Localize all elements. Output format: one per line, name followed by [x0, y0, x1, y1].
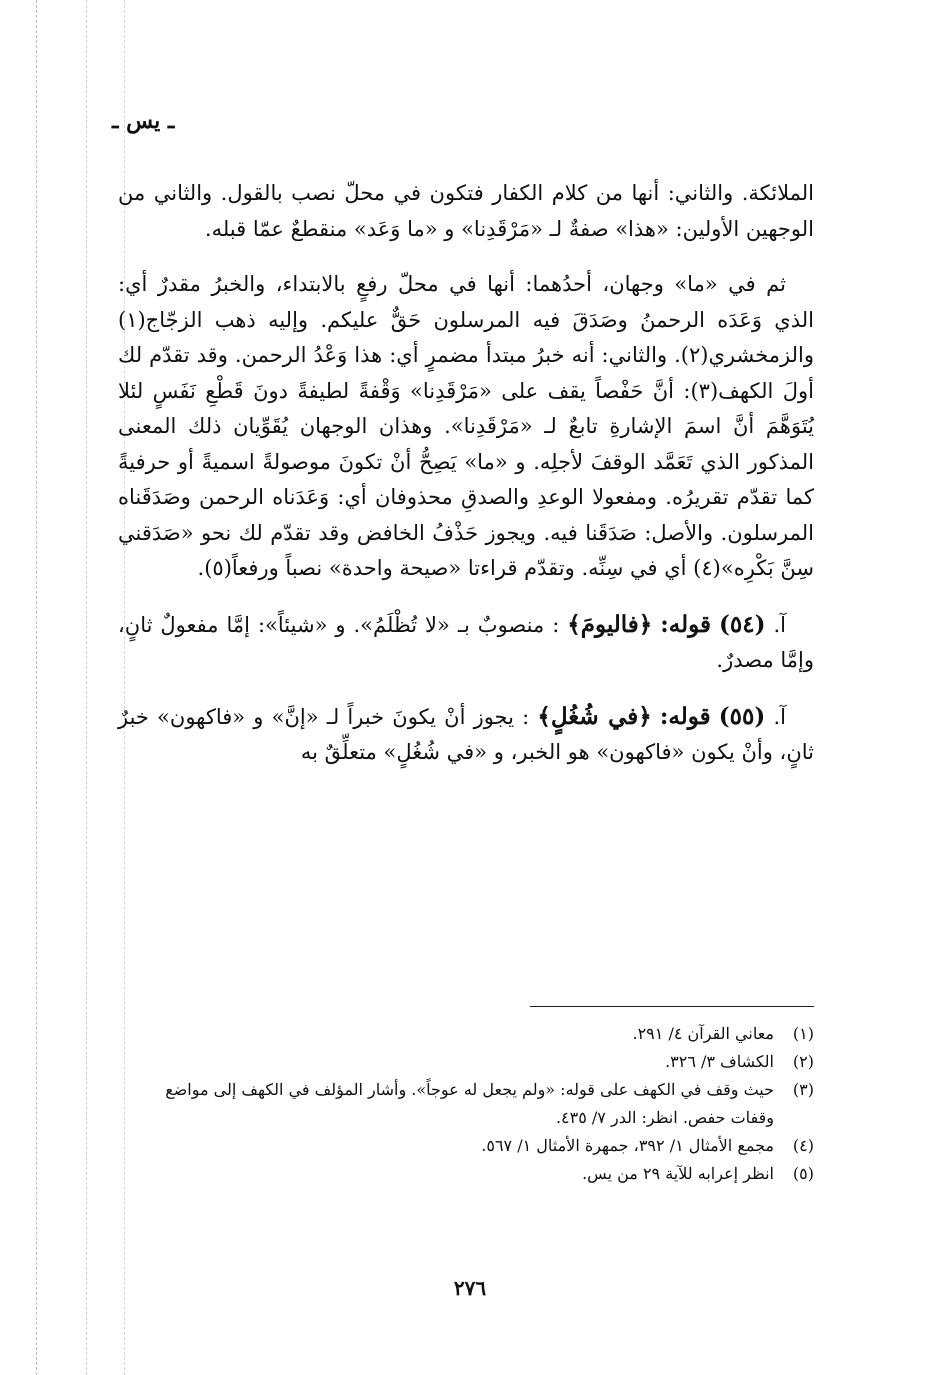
verse-keyword: قوله: — [659, 702, 711, 730]
footnote-mark: (٢) — [792, 1052, 814, 1071]
footnotes — [118, 1020, 814, 1188]
scan-guide-line — [86, 0, 87, 1375]
footnote — [118, 1076, 814, 1132]
footnote-text: انظر إعرابه للآية ٢٩ من يس. — [582, 1164, 774, 1183]
main-text — [118, 176, 814, 791]
footnote — [118, 1048, 814, 1076]
footnote-mark: (٤) — [792, 1136, 814, 1155]
footnote-text: معاني القرآن ٤/ ٢٩١. — [632, 1024, 774, 1043]
verse-explanation: : منصوبٌ بـ «لا تُظْلَمُ». و «شيئاً»: إمَّا مفعولٌ ثانٍ، وإمَّا مصدرٌ. — [118, 612, 814, 672]
verse-number: (٥٥) — [718, 702, 766, 730]
page-number: ٢٧٦ — [453, 1276, 487, 1300]
paragraph: ثم في «ما» وجهان، أحدُهما: أنها في محلّ رفعٍ بالابتداء، والخبرُ مقدرٌ أي: الذي وَعَدَه الرحمنُ وصَدَقَ فيه المرسلون حَقٌّ عليكم. وإليه ذهب الزجّاج(١) والزمخشري(٢). والثاني: أنه خبرُ مبتدأ مضمرٍ أي: هذا وَعْدُ الرحمن. وقد تقدّم لك أولَ الكهف(٣): أنَّ حَفْصاً يقف على «مَرْقَدِنا» وَقْفةً لطيفةً دونَ قَطْعِ نَفَسٍ لئلا يُتَوَهَّمَ أنَّ اسمَ الإشارةِ تابعٌ لـ «مَرْقَدِنا». وهذان الوجهان يُقَوِّيان ذلك المعنى المذكور الذي تَعَمَّد الوقفَ لأجلِه. و «ما» يَصِحُّ أنْ تكونَ موصولةً اسميةً أو حرفيةً كما تقدّم تقريرُه. ومفعولا الوعدِ والصدقِ محذوفان أي: وَعَدَناه الرحمن وصَدَقَناه المرسلون. والأصل: صَدَقَنا فيه. ويجوز حَذْفُ الخافض وقد تقدّم لك نحو «صَدَقني سِنَّ بَكْرِه»(٤) أي في سِنِّه. وتقدّم قراءتا «صيحة واحدة» نصباً ورفعاً(٥). — [118, 272, 814, 580]
footnote-text: الكشاف ٣/ ٣٢٦. — [665, 1052, 774, 1071]
verse-ref: آ. — [773, 704, 786, 729]
verse-explanation: : يجوز أنْ يكونَ خبراً لـ «إنَّ» و «فاكهون» خبرٌ ثانٍ، وأنْ يكون «فاكهون» هو الخبر، و «في شُغُلٍ» متعلِّقٌ به — [118, 704, 814, 764]
footnote-text: مجمع الأمثال ١/ ٣٩٢، جمهرة الأمثال ١/ ٥٦٧. — [481, 1136, 774, 1155]
surah-header: ـ يس ـ — [112, 108, 175, 134]
footnote-mark: (٥) — [792, 1164, 814, 1183]
footnote — [118, 1160, 814, 1188]
footnote-mark: (١) — [792, 1024, 814, 1043]
scan-guide-line — [36, 0, 37, 1375]
verse-keyword: قوله: — [660, 610, 711, 638]
footnote-text: حيث وقف في الكهف على قوله: «ولم يجعل له عوجاً». وأشار المؤلف في الكهف إلى مواضع وقفات حفص. انظر: الدر ٧/ ٤٣٥. — [165, 1080, 774, 1127]
verse-commentary-54 — [118, 607, 814, 679]
footnote — [118, 1020, 814, 1048]
paragraph: الملائكة. والثاني: أنها من كلام الكفار فتكون في محلّ نصب بالقول. والثاني من الوجهين الأولين: «هذا» صفةٌ لـ «مَرْقَدِنا» و «ما وَعَد» منقطعٌ عمّا قبله. — [118, 181, 814, 241]
verse-ref: آ. — [773, 612, 786, 637]
verse-quote: ﴿فاليومَ﴾ — [567, 610, 653, 638]
footnote-separator — [530, 1006, 814, 1007]
verse-number: (٥٤) — [718, 610, 766, 638]
footnote-mark: (٣) — [792, 1080, 814, 1099]
verse-commentary-55 — [118, 699, 814, 771]
verse-quote: ﴿في شُغُلٍ﴾ — [537, 702, 652, 730]
footnote — [118, 1132, 814, 1160]
